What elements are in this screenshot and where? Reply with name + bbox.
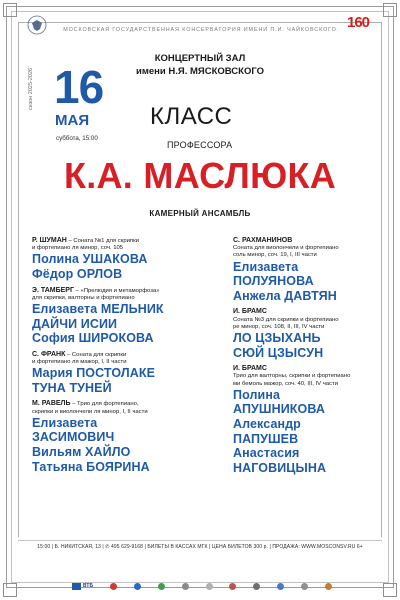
program-item — [233, 365, 383, 475]
program-item — [233, 237, 383, 303]
composer-name: Э. ТАМБЕРГ — [32, 286, 74, 294]
composer-name: М. РАВЕЛЬ — [32, 400, 71, 408]
performer-name: Фёдор ОРЛОВ — [32, 267, 123, 281]
work-details: ре минор, соч. 108, II, III, IV части — [233, 323, 325, 330]
work-title: Соната №3 для скрипки и фортепиано — [233, 316, 339, 323]
work-title: – Соната №1 для скрипки — [66, 238, 139, 244]
performer-name: София ШИРОКОВА — [32, 331, 154, 346]
program-item — [32, 237, 222, 282]
sponsor-logo — [229, 583, 236, 590]
performer-name: ПОЛУЯНОВА — [233, 274, 314, 289]
performer-name: СЮЙ ЦЗЫСУН — [233, 345, 324, 360]
performer-name: ЗАСИМОВИЧ — [32, 430, 115, 445]
venue-title — [100, 52, 300, 78]
date-month: МАЯ — [55, 112, 90, 129]
work-line — [233, 365, 383, 373]
date-day: 16 — [54, 61, 104, 113]
performer-name: Полина — [233, 387, 281, 402]
performer-name: ПАПУШЕВ — [233, 431, 299, 446]
composer-name: Р. ШУМАН — [32, 237, 67, 244]
program-item — [32, 400, 222, 474]
sponsor-logo — [206, 583, 213, 590]
top-rule — [18, 22, 382, 23]
work-title: Соната для виолончели и фортепиано — [233, 245, 339, 252]
program-left-column — [32, 237, 222, 479]
performer-name: Анжела ДАВТЯН — [233, 288, 337, 303]
composer-name: И. БРАМС — [233, 365, 267, 373]
performer-name: Мария ПОСТОЛАКЕ — [32, 366, 156, 381]
composer-name: И. БРАМС — [233, 308, 267, 316]
sponsor-logo — [158, 583, 165, 590]
left-rule — [18, 22, 19, 537]
anniversary-number: 160 — [347, 14, 370, 31]
sponsor-logo — [134, 583, 141, 590]
performer-name: Анастасия — [233, 446, 300, 461]
ensemble-subtitle: КАМЕРНЫЙ АНСАМБЛЬ — [149, 209, 251, 218]
sponsor-logo — [325, 583, 332, 590]
sponsor-logo — [253, 583, 260, 590]
performer-name: ДАЙЧИ ИСИИ — [32, 316, 118, 331]
sponsor-logo — [110, 583, 117, 590]
venue-line2: имени Н.Я. МЯСКОВСКОГО — [136, 66, 264, 77]
performer-name: Елизавета — [32, 415, 98, 430]
sponsor-logo — [301, 583, 308, 590]
work-title: – Трио для фортепиано, — [70, 401, 139, 408]
work-line — [32, 237, 222, 245]
work-details: ми бемоль мажор, соч. 40, III, IV части — [233, 380, 338, 387]
footer-divider — [18, 540, 382, 541]
work-details: для скрипки, валторны и фортепиано — [32, 294, 135, 301]
program-item — [32, 351, 222, 396]
performer-name: Татьяна БОЯРИНА — [32, 459, 150, 474]
corner-ornament — [3, 3, 17, 17]
work-line — [32, 351, 222, 359]
work-line — [32, 287, 222, 295]
performer-name: ЛО ЦЗЫХАНЬ — [233, 331, 321, 345]
sponsor-logo — [277, 583, 284, 590]
footer-info: 15:00 | Б. НИКИТСКАЯ, 13 | ✆ 495 629-9168 | БИЛЕТЫ В КАССАХ МГК | ЦЕНА БИЛЕТОВ 300 р. | ПРОДАЖА: WWW.MOSCONSV.RU 6+ — [37, 544, 363, 550]
performer-name: АПУШНИКОВА — [233, 402, 325, 417]
work-line — [233, 237, 383, 245]
composer-name: С. ФРАНК — [32, 350, 66, 358]
work-details: и фортепиано ля мажор, I, II части — [32, 358, 127, 365]
work-title: Трио для валторны, скрипки и фортепиано — [233, 373, 351, 380]
performer-name: Вильям ХАЙЛО — [32, 444, 131, 459]
program-right-column — [233, 237, 383, 480]
performer-name: Елизавета — [233, 259, 299, 274]
title-professor: ПРОФЕССОРА — [167, 140, 233, 150]
sponsor-vtb: ВТБ — [72, 583, 93, 590]
work-details: и фортепиано ля минор, соч. 105 — [32, 245, 124, 252]
performer-name: Елизавета МЕЛЬНИК — [32, 302, 164, 316]
work-title: – «Прелюдия и метаморфоза» — [73, 287, 160, 294]
corner-ornament — [3, 583, 17, 597]
work-line — [233, 308, 383, 316]
sponsor-logo — [182, 583, 189, 590]
corner-ornament — [383, 3, 397, 17]
performer-name: НАГОВИЦЫНА — [233, 460, 327, 475]
composer-name: С. РАХМАНИНОВ — [233, 237, 293, 244]
work-details: скрипки и виолончели ля минор, I, II части — [32, 408, 148, 415]
sponsor-strip — [72, 580, 332, 592]
performer-name: Полина УШАКОВА — [32, 252, 148, 267]
performer-name: Александр — [233, 416, 301, 431]
corner-ornament — [383, 583, 397, 597]
date-weekday-time: суббота, 15:00 — [56, 135, 98, 142]
work-line — [32, 400, 222, 408]
conservatory-name: МОСКОВСКАЯ ГОСУДАРСТВЕННАЯ КОНСЕРВАТОРИЯ ИМЕНИ П.И. ЧАЙКОВСКОГО — [63, 27, 337, 33]
program-item — [32, 287, 222, 346]
performer-name: ТУНА ТУНЕЙ — [32, 380, 112, 395]
program-item — [233, 308, 383, 360]
work-details: соль минор, соч. 19, I, III части — [233, 252, 317, 259]
title-class: КЛАСС — [150, 103, 233, 130]
professor-name: К.А. МАСЛЮКА — [63, 155, 337, 196]
season-label: сезон 2025-2026 — [28, 67, 34, 110]
venue-line1: КОНЦЕРТНЫЙ ЗАЛ — [154, 53, 246, 64]
work-title: – Соната для скрипки — [65, 351, 127, 358]
